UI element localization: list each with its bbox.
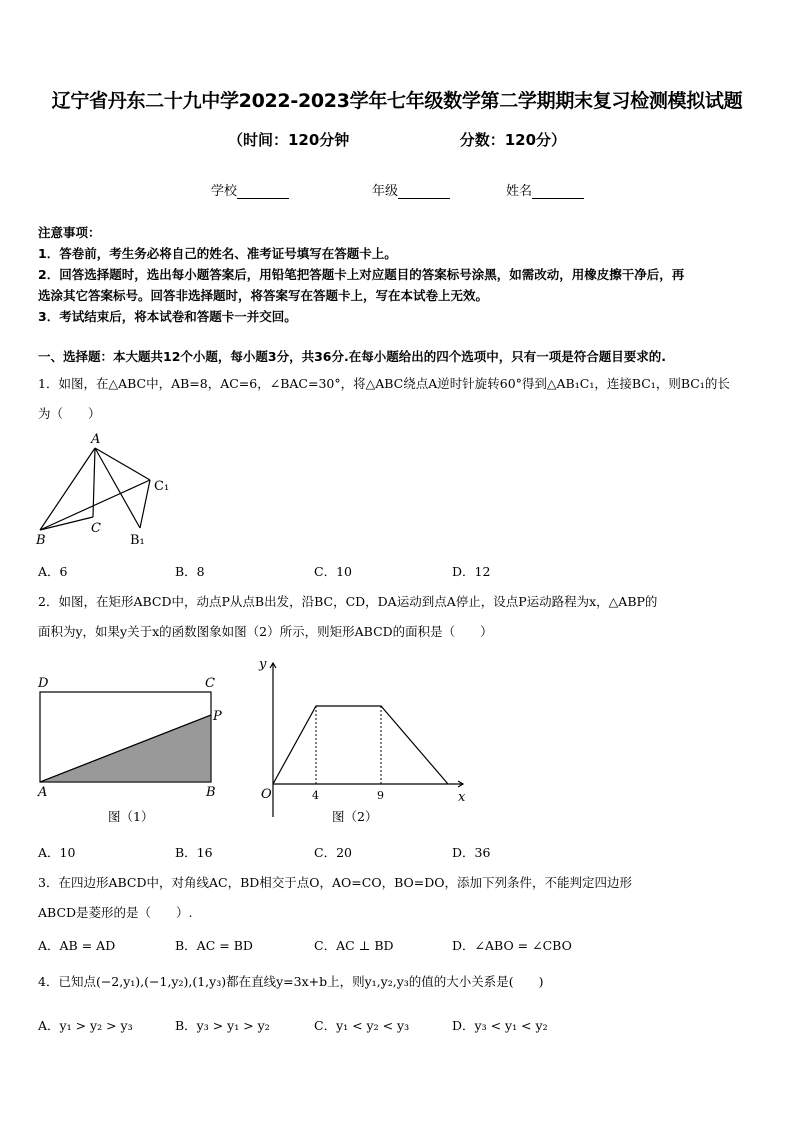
question-1: [38, 369, 760, 429]
option-c[interactable]: C．AC ⊥ BD: [314, 938, 394, 953]
q2-figure-1: [30, 670, 230, 830]
q2-caption-2: 图（2）: [332, 809, 378, 824]
notes-item: 1．答卷前，考生务必将自己的姓名、准考证号填写在答题卡上。: [38, 246, 397, 261]
q1-label-b: B: [36, 533, 46, 548]
option-b[interactable]: B．8: [175, 564, 205, 579]
notes-item: 3．考试结束后，将本试卷和答题卡一并交回。: [38, 309, 297, 324]
name-blank: [532, 185, 584, 199]
section-heading: 一、选择题：本大题共12个小题，每小题3分，共36分.在每小题给出的四个选项中，只有一项是符合题目要求的.: [38, 349, 666, 364]
option-b[interactable]: B．y₃ > y₁ > y₂: [175, 1018, 270, 1033]
q1-figure: [30, 428, 190, 553]
name-field: [506, 180, 584, 199]
exam-time: （时间：120分钟: [227, 131, 350, 149]
grade-label: 年级: [372, 184, 399, 199]
q1-label-a: A: [91, 432, 101, 447]
option-b[interactable]: B．16: [175, 845, 213, 860]
option-a[interactable]: A．y₁ > y₂ > y₃: [38, 1018, 133, 1033]
option-d[interactable]: D．∠ABO = ∠CBO: [452, 938, 572, 953]
q2-label-y: y: [259, 657, 267, 672]
question-3-line: ABCD是菱形的是（ ）.: [38, 905, 193, 920]
q1-line-ac: [93, 448, 95, 517]
q2-label-x: x: [458, 790, 466, 805]
q1-line-ac1: [95, 448, 150, 480]
notes-block: [38, 222, 760, 327]
q2-label-b: B: [206, 785, 216, 800]
question-3-line: 3．在四边形ABCD中，对角线AC，BD相交于点O，AO=CO，BO=DO，添加下列条件，不能判定四边形: [38, 875, 633, 890]
option-c[interactable]: C．10: [314, 564, 352, 579]
option-c[interactable]: C．20: [314, 845, 352, 860]
q2-label-o: O: [261, 787, 272, 802]
q2-tick-4: 4: [312, 789, 319, 802]
q1-label-b1: B₁: [130, 533, 145, 548]
option-d[interactable]: D．y₃ < y₁ < y₂: [452, 1018, 548, 1033]
notes-item: 2．回答选择题时，选出每小题答案后，用铅笔把答题卡上对应题目的答案标号涂黑，如需改动，用橡皮擦干净后，再: [38, 267, 685, 282]
q2-label-d: D: [38, 676, 49, 691]
q2-function-graph: [273, 706, 448, 784]
option-a[interactable]: A．10: [38, 845, 76, 860]
option-a[interactable]: A．AB = AD: [38, 938, 116, 953]
exam-score: 分数：120分）: [459, 131, 567, 149]
question-2-line: 面积为y，如果y关于x的函数图象如图（2）所示，则矩形ABCD的面积是（ ）: [38, 624, 493, 639]
option-d[interactable]: D．12: [452, 564, 491, 579]
grade-blank: [398, 185, 450, 199]
question-2-line: 2．如图，在矩形ABCD中，动点P从点B出发，沿BC，CD，DA运动到点A停止，设点P运动路程为x，△ABP的: [38, 594, 658, 609]
exam-title: 辽宁省丹东二十九中学2022-2023学年七年级数学第二学期期末复习检测模拟试题: [51, 90, 743, 112]
q1-label-c: C: [91, 521, 101, 536]
notes-item: 选涂其它答案标号。回答非选择题时，将答案写在答题卡上，写在本试卷上无效。: [38, 288, 489, 303]
question-4-line: 4．已知点(−2,y₁),(−1,y₂),(1,y₃)都在直线y=3x+b上，则y₁,y₂,y₃的值的大小关系是( ): [38, 974, 544, 989]
option-d[interactable]: D．36: [452, 845, 491, 860]
q2-label-p: P: [213, 709, 222, 724]
name-label: 姓名: [506, 184, 533, 199]
school-field: [211, 180, 289, 199]
question-4: [38, 967, 760, 997]
question-3: [38, 868, 760, 928]
option-a[interactable]: A．6: [38, 564, 68, 579]
school-blank: [237, 185, 289, 199]
option-c[interactable]: C．y₁ < y₂ < y₃: [314, 1018, 410, 1033]
q1-label-c1: C₁: [154, 479, 170, 494]
q2-tick-9: 9: [377, 789, 384, 802]
q1-line-b1c1: [140, 480, 150, 528]
notes-heading: 注意事项：: [38, 225, 101, 240]
q2-label-a: A: [38, 785, 48, 800]
q2-caption-1: 图（1）: [108, 809, 154, 824]
grade-field: [372, 180, 450, 199]
exam-subtitle: [0, 129, 794, 150]
question-1-line: 为（ ）: [38, 406, 101, 421]
q2-label-c: C: [205, 676, 215, 691]
q2-figure-2: [250, 652, 480, 832]
question-1-line: 1．如图，在△ABC中，AB=8，AC=6，∠BAC=30°，将△ABC绕点A逆时针旋转60°得到△AB₁C₁，连接BC₁，则BC₁的长: [38, 376, 730, 391]
option-b[interactable]: B．AC = BD: [175, 938, 253, 953]
school-label: 学校: [211, 184, 238, 199]
question-2: [38, 587, 760, 647]
